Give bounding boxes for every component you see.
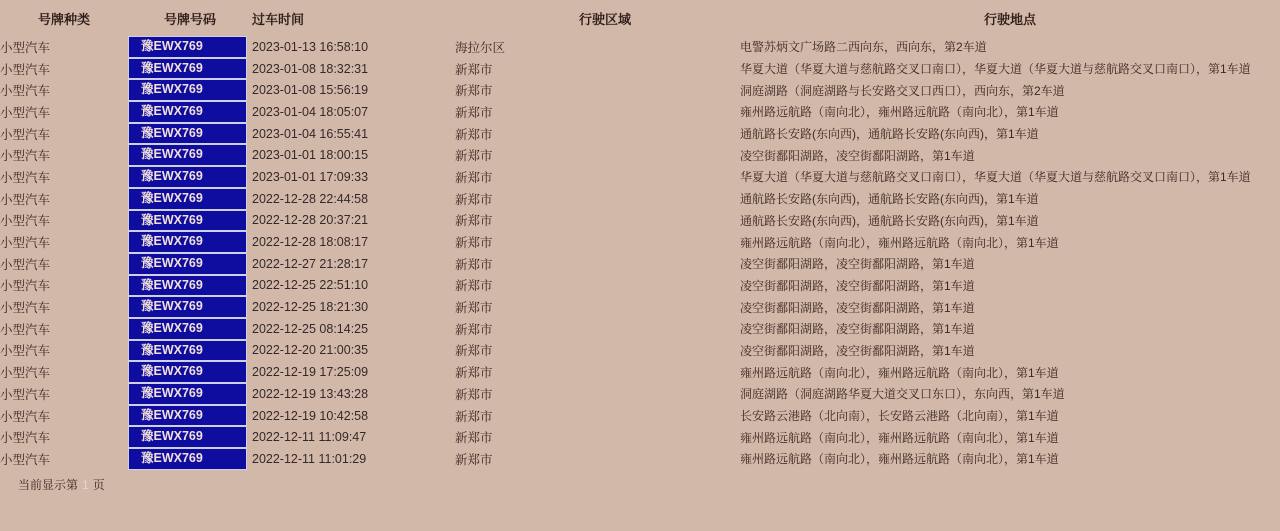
pass-time-cell: 2023-01-04 18:05:07 — [252, 104, 369, 119]
region-cell: 新郑市 — [455, 214, 493, 229]
pass-time-cell: 2022-12-28 18:08:17 — [252, 235, 369, 250]
region-cell: 新郑市 — [455, 409, 493, 424]
pass-time-cell: 2023-01-08 18:32:31 — [252, 61, 369, 76]
pass-time-cell: 2022-12-19 13:43:28 — [252, 386, 369, 401]
location-cell: 凌空街鄱阳湖路，凌空街鄱阳湖路，第1车道 — [740, 300, 975, 315]
plate-type-cell: 小型汽车 — [0, 214, 51, 229]
plate-type-cell: 小型汽车 — [0, 62, 51, 77]
column-header-plate-type: 号牌种类 — [37, 11, 90, 27]
table-row — [0, 123, 1280, 145]
plate-number-badge[interactable]: 豫EWX769 — [128, 318, 247, 340]
pass-time-cell: 2022-12-11 11:01:29 — [252, 451, 367, 466]
location-cell: 通航路长安路(东向西)，通航路长安路(东向西)，第1车道 — [740, 213, 1039, 228]
table-row — [0, 340, 1280, 362]
location-cell: 洞庭湖路（洞庭湖路与长安路交叉口西口），西向东，第2车道 — [740, 83, 1065, 98]
table-row — [0, 448, 1280, 470]
plate-number-cell — [128, 231, 252, 253]
pass-time-cell: 2022-12-19 17:25:09 — [252, 365, 369, 380]
region-cell: 新郑市 — [455, 322, 493, 337]
plate-number-badge[interactable]: 豫EWX769 — [128, 426, 247, 448]
plate-type-cell: 小型汽车 — [0, 84, 51, 99]
region-cell: 新郑市 — [455, 431, 493, 446]
plate-number-badge[interactable]: 豫EWX769 — [128, 79, 247, 101]
plate-number-badge[interactable]: 豫EWX769 — [128, 144, 247, 166]
region-cell: 新郑市 — [455, 236, 493, 251]
location-cell: 凌空街鄱阳湖路，凌空街鄱阳湖路，第1车道 — [740, 343, 975, 358]
plate-number-badge[interactable]: 豫EWX769 — [128, 361, 247, 383]
plate-number-badge[interactable]: 豫EWX769 — [128, 188, 247, 210]
plate-number-badge[interactable]: 豫EWX769 — [128, 275, 247, 297]
plate-type-cell: 小型汽车 — [0, 452, 51, 467]
plate-type-cell: 小型汽车 — [0, 236, 51, 251]
column-header-region: 行驶区域 — [578, 11, 631, 27]
plate-number-badge[interactable]: 豫EWX769 — [128, 405, 247, 427]
region-cell: 海拉尔区 — [455, 40, 506, 55]
location-cell: 凌空街鄱阳湖路，凌空街鄱阳湖路，第1车道 — [740, 148, 975, 163]
plate-number-cell — [128, 36, 252, 58]
table-body — [0, 36, 1280, 470]
location-cell: 雍州路远航路（南向北），雍州路远航路（南向北），第1车道 — [740, 235, 1059, 250]
table-row — [0, 253, 1280, 275]
plate-number-badge[interactable]: 豫EWX769 — [128, 231, 247, 253]
plate-type-cell: 小型汽车 — [0, 322, 51, 337]
table-row — [0, 231, 1280, 253]
plate-number-cell — [128, 383, 252, 405]
table-row — [0, 318, 1280, 340]
plate-number-cell — [128, 144, 252, 166]
plate-number-cell — [128, 426, 252, 448]
pass-time-cell: 2023-01-08 15:56:19 — [252, 83, 369, 98]
location-cell: 凌空街鄱阳湖路，凌空街鄱阳湖路，第1车道 — [740, 257, 975, 272]
plate-number-cell — [128, 318, 252, 340]
location-cell: 洞庭湖路（洞庭湖路华夏大道交叉口东口），东向西，第1车道 — [740, 387, 1065, 402]
pass-time-cell: 2023-01-01 17:09:33 — [252, 169, 369, 184]
plate-number-badge[interactable]: 豫EWX769 — [128, 253, 247, 275]
plate-number-badge[interactable]: 豫EWX769 — [128, 296, 247, 318]
plate-number-cell — [128, 296, 252, 318]
table-row — [0, 405, 1280, 427]
region-cell: 新郑市 — [455, 301, 493, 316]
plate-number-badge[interactable]: 豫EWX769 — [128, 448, 247, 470]
plate-number-badge[interactable]: 豫EWX769 — [128, 58, 247, 80]
table-row — [0, 144, 1280, 166]
table-row — [0, 188, 1280, 210]
region-cell: 新郑市 — [455, 192, 493, 207]
location-cell: 雍州路远航路（南向北），雍州路远航路（南向北），第1车道 — [740, 452, 1059, 467]
column-header-plate-number: 号牌号码 — [163, 11, 216, 27]
plate-number-badge[interactable]: 豫EWX769 — [128, 101, 247, 123]
pagination-suffix: 页 — [92, 477, 105, 492]
table-row — [0, 36, 1280, 58]
plate-number-badge[interactable]: 豫EWX769 — [128, 383, 247, 405]
region-cell: 新郑市 — [455, 279, 493, 294]
plate-number-cell — [128, 58, 252, 80]
plate-number-cell — [128, 361, 252, 383]
plate-type-cell: 小型汽车 — [0, 257, 51, 272]
plate-number-badge[interactable]: 豫EWX769 — [128, 340, 247, 362]
region-cell: 新郑市 — [455, 170, 493, 185]
table-row — [0, 426, 1280, 448]
plate-number-cell — [128, 210, 252, 232]
table-row — [0, 275, 1280, 297]
location-cell: 华夏大道（华夏大道与慈航路交叉口南口），华夏大道（华夏大道与慈航路交叉口南口），第1车道 — [740, 170, 1251, 185]
table-row — [0, 166, 1280, 188]
region-cell: 新郑市 — [455, 366, 493, 381]
region-cell: 新郑市 — [455, 257, 493, 272]
table-row — [0, 296, 1280, 318]
pass-time-cell: 2023-01-04 16:55:41 — [252, 126, 369, 141]
current-page-number: 1 — [82, 477, 89, 492]
plate-type-cell: 小型汽车 — [0, 431, 51, 446]
region-cell: 新郑市 — [455, 105, 493, 120]
table-row — [0, 58, 1280, 80]
plate-number-cell — [128, 188, 252, 210]
plate-type-cell: 小型汽车 — [0, 127, 51, 142]
plate-number-badge[interactable]: 豫EWX769 — [128, 166, 247, 188]
location-cell: 华夏大道（华夏大道与慈航路交叉口南口），华夏大道（华夏大道与慈航路交叉口南口），第1车道 — [740, 62, 1251, 77]
plate-number-badge[interactable]: 豫EWX769 — [128, 123, 247, 145]
plate-type-cell: 小型汽车 — [0, 301, 51, 316]
pass-time-cell: 2022-12-25 22:51:10 — [252, 278, 369, 293]
plate-type-cell: 小型汽车 — [0, 105, 51, 120]
plate-number-cell — [128, 448, 252, 470]
plate-type-cell: 小型汽车 — [0, 192, 51, 207]
table-row — [0, 79, 1280, 101]
plate-number-cell — [128, 79, 252, 101]
plate-number-cell — [128, 101, 252, 123]
location-cell: 雍州路远航路（南向北），雍州路远航路（南向北），第1车道 — [740, 430, 1059, 445]
plate-type-cell: 小型汽车 — [0, 387, 51, 402]
table-row — [0, 383, 1280, 405]
pass-time-cell: 2022-12-11 11:09:47 — [252, 430, 367, 445]
plate-number-cell — [128, 275, 252, 297]
plate-type-cell: 小型汽车 — [0, 409, 51, 424]
plate-number-cell — [128, 166, 252, 188]
location-cell: 凌空街鄱阳湖路，凌空街鄱阳湖路，第1车道 — [740, 278, 975, 293]
plate-type-cell: 小型汽车 — [0, 170, 51, 185]
region-cell: 新郑市 — [455, 149, 493, 164]
plate-number-badge[interactable]: 豫EWX769 — [128, 36, 247, 58]
plate-type-cell: 小型汽车 — [0, 366, 51, 381]
pass-time-cell: 2022-12-19 10:42:58 — [252, 408, 369, 423]
table-header-row — [0, 0, 1280, 36]
plate-type-cell: 小型汽车 — [0, 40, 51, 55]
plate-type-cell: 小型汽车 — [0, 344, 51, 359]
location-cell: 雍州路远航路（南向北），雍州路远航路（南向北），第1车道 — [740, 365, 1059, 380]
region-cell: 新郑市 — [455, 84, 493, 99]
region-cell: 新郑市 — [455, 344, 493, 359]
location-cell: 长安路云港路（北向南），长安路云港路（北向南），第1车道 — [740, 409, 1059, 424]
pagination-prefix: 当前显示第 — [18, 477, 79, 492]
plate-number-cell — [128, 340, 252, 362]
pass-time-cell: 2023-01-01 18:00:15 — [252, 148, 369, 163]
pass-time-cell: 2022-12-20 21:00:35 — [252, 343, 369, 358]
location-cell: 电警苏炳文广场路二西向东，西向东，第2车道 — [740, 40, 987, 55]
pass-time-cell: 2022-12-28 20:37:21 — [252, 213, 369, 228]
region-cell: 新郑市 — [455, 62, 493, 77]
location-cell: 通航路长安路(东向西)，通航路长安路(东向西)，第1车道 — [740, 127, 1039, 142]
pass-time-cell: 2022-12-28 22:44:58 — [252, 191, 369, 206]
location-cell: 雍州路远航路（南向北），雍州路远航路（南向北），第1车道 — [740, 105, 1059, 120]
region-cell: 新郑市 — [455, 387, 493, 402]
pass-time-cell: 2022-12-25 08:14:25 — [252, 321, 369, 336]
region-cell: 新郑市 — [455, 452, 493, 467]
location-cell: 通航路长安路(东向西)，通航路长安路(东向西)，第1车道 — [740, 192, 1039, 207]
plate-type-cell: 小型汽车 — [0, 149, 51, 164]
table-row — [0, 101, 1280, 123]
pass-time-cell: 2022-12-27 21:28:17 — [252, 256, 369, 271]
column-header-location: 行驶地点 — [983, 11, 1036, 27]
table-row — [0, 210, 1280, 232]
column-header-pass-time: 过车时间 — [252, 11, 305, 27]
table-row — [0, 361, 1280, 383]
plate-type-cell: 小型汽车 — [0, 279, 51, 294]
location-cell: 凌空街鄱阳湖路，凌空街鄱阳湖路，第1车道 — [740, 322, 975, 337]
pass-time-cell: 2022-12-25 18:21:30 — [252, 300, 369, 315]
region-cell: 新郑市 — [455, 127, 493, 142]
pagination-status — [18, 476, 1280, 493]
plate-number-cell — [128, 253, 252, 275]
plate-number-cell — [128, 405, 252, 427]
plate-number-cell — [128, 123, 252, 145]
plate-number-badge[interactable]: 豫EWX769 — [128, 210, 247, 232]
pass-time-cell: 2023-01-13 16:58:10 — [252, 39, 369, 54]
